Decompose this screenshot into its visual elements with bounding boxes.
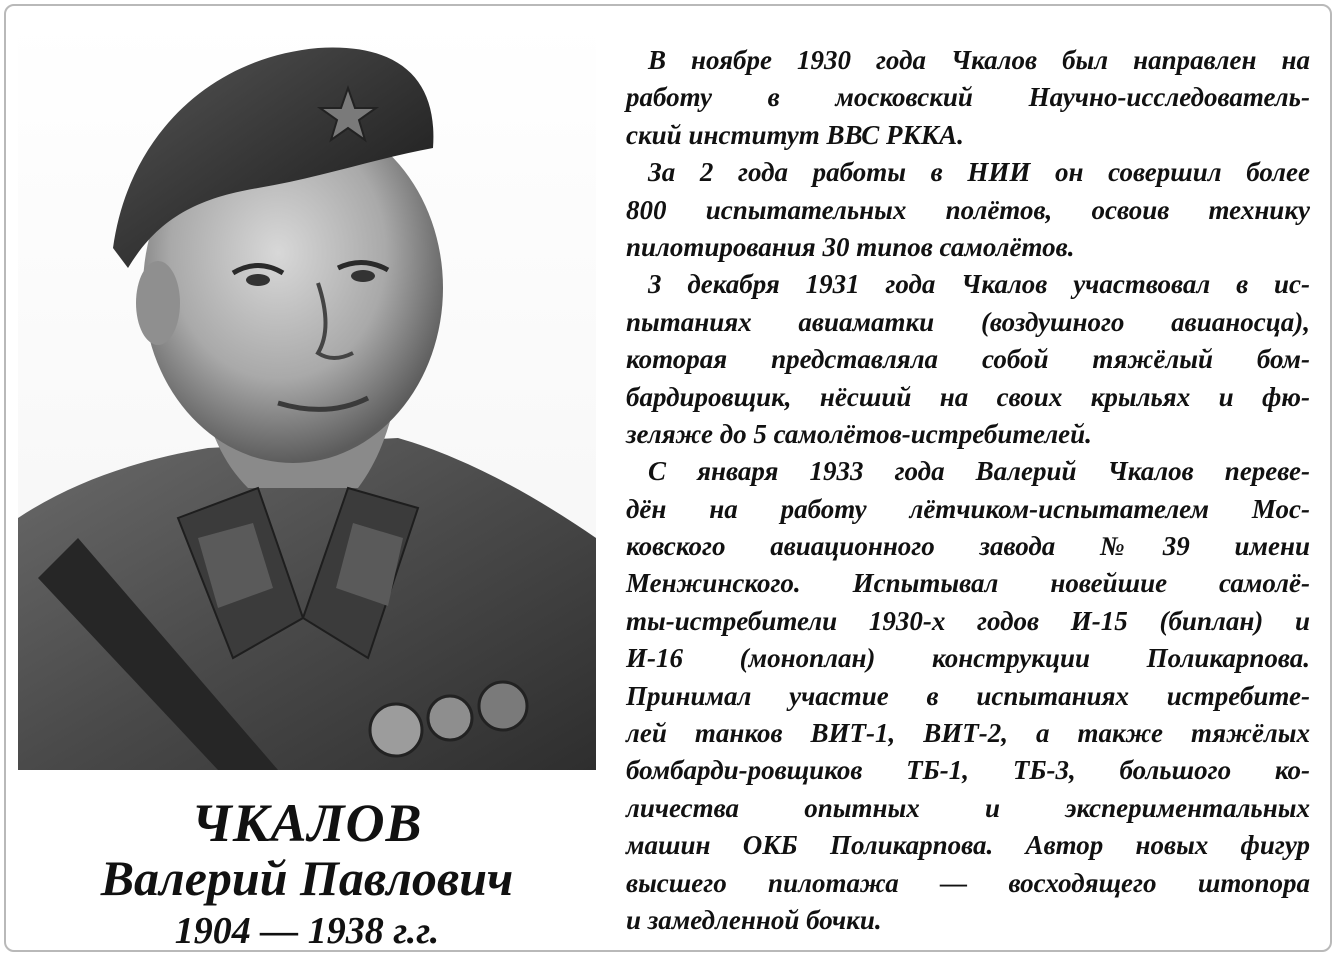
bio-line: зеляже до 5 самолётов-истребителей. — [626, 418, 1092, 449]
bio-line: личества опытных и экспериментальных — [626, 792, 1310, 823]
bio-line: работу в московский Научно-исследователь- — [626, 82, 1310, 113]
bio-line: Принимал участие в испытаниях истребите- — [626, 680, 1310, 711]
bio-line: 3 декабря 1931 года Чкалов участвовал в ис- — [648, 269, 1310, 300]
portrait-illustration — [18, 18, 596, 770]
biography-text — [626, 42, 1310, 939]
bio-line: дён на работу лётчиком-испытателем Мос- — [626, 493, 1310, 524]
bio-line: С января 1933 года Валерий Чкалов переве- — [648, 456, 1310, 487]
bio-line: лей танков ВИТ-1, ВИТ-2, а также тяжёлых — [626, 718, 1310, 749]
bio-line: высшего пилотажа — восходящего штопора — [626, 867, 1310, 898]
caption-surname: ЧКАЛОВ — [191, 793, 423, 853]
bio-line: которая представляла собой тяжёлый бом- — [626, 344, 1310, 375]
bio-line: В ноябре 1930 года Чкалов был направлен на — [648, 45, 1310, 75]
bio-line: 800 испытательных полётов, освоив технику — [626, 194, 1310, 225]
bio-line: Менжинского. Испытывал новейшие самолё- — [626, 568, 1310, 599]
bio-line: бардировщик, нёсший на своих крыльях и фю- — [626, 381, 1310, 412]
bio-line: ты-истребители 1930-х годов И-15 (биплан) и — [626, 605, 1310, 636]
portrait-photo — [18, 18, 596, 770]
bio-line: бомбарди-ровщиков ТБ-1, ТБ-3, большого ко- — [626, 755, 1310, 786]
bio-line: и замедленной бочки. — [626, 904, 882, 935]
bio-line: И-16 (моноплан) конструкции Поликарпова. — [626, 643, 1310, 674]
bio-line: ский институт ВВС РККА. — [626, 119, 964, 150]
caption-years: 1904 — 1938 г.г. — [174, 910, 440, 952]
bio-line: пытаниях авиаматки (воздушного авианосца), — [626, 306, 1310, 337]
caption-name: Валерий Павлович — [100, 850, 514, 906]
bio-line: пилотирования 30 типов самолётов. — [626, 231, 1075, 262]
bio-line: машин ОКБ Поликарпова. Автор новых фигур — [626, 830, 1310, 861]
bio-line: За 2 года работы в НИИ он совершил более — [648, 157, 1310, 188]
bio-line: ковского авиационного завода №39 имени — [626, 531, 1310, 562]
